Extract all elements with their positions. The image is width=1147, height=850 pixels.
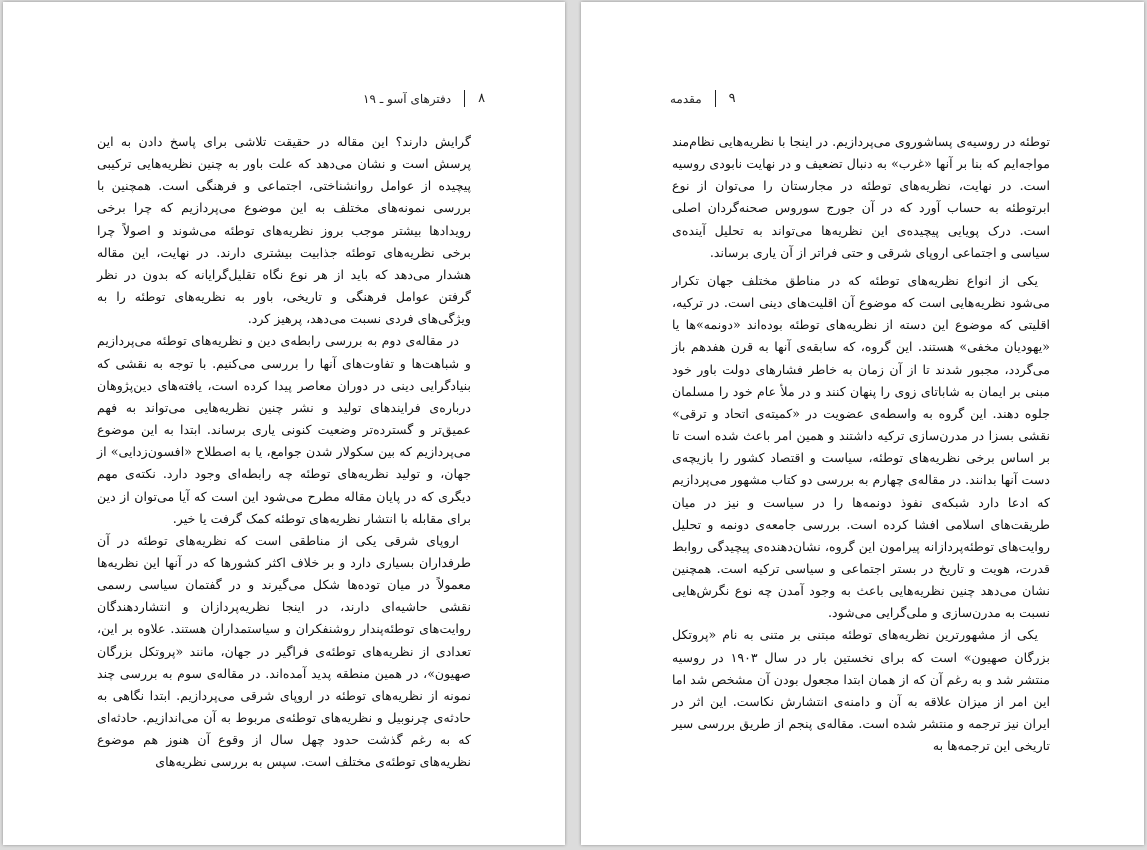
paragraph: توطئه در روسیه‌ی پساشوروی می‌پردازیم. در اینجا با نظریه‌هایی نظام‌مند مواجه‌ایم که بنا بر آنها «غرب» به دنبال تضعیف و در نهایت نابودی روسیه است. در نهایت، نظریه‌های توطئه در مجارستان را می‌توان از نوع ابرتوطئه به حساب آورد که در آن جورج سوروس صحنه‌گردان اصلی است. درک پویایی پیچیده‌ی این نظریه‌ها می‌تواند به تحلیل آینده‌ی سیاسی و اجتماعی اروپای شرقی و حتی فراتر از آن یاری برساند. [672, 134, 1051, 260]
paragraph: در مقاله‌ی دوم به بررسی رابطه‌ی دین و نظریه‌های توطئه می‌پردازیم و شباهت‌ها و تفاوت‌های آنها را بررسی می‌کنیم. با توجه به نقشی که بنیادگرایی دینی در دوران معاصر پیدا کرده است، یافته‌های دین‌پژوهان درباره‌ی فرایندهای تولید و نشر چنین نظریه‌هایی می‌تواند به فهم عمیق‌تر و گسترده‌تر وضعیت کنونی یاری برساند. ابتدا به این موضوع می‌پردازیم که بین سکولار شدن جوامع، یا به اصطلاح «افسون‌زدایی» از جهان، و تولید نظریه‌های توطئه چه رابطه‌ای وجود دارد. نکته‌ی مهم دیگری که در پایان مقاله مطرح می‌شود این است که آیا می‌توان از دین برای مقابله با انتشار نظریه‌های توطئه کمک گرفت یا خیر. [97, 333, 471, 526]
running-head: مقدمه [670, 91, 702, 106]
page-header [363, 90, 485, 107]
page-body [672, 131, 1050, 757]
header-divider [715, 90, 716, 107]
page-header [670, 90, 736, 107]
page-body [97, 131, 471, 774]
right-page [581, 2, 1144, 845]
paragraph: اروپای شرقی یکی از مناطقی است که نظریه‌های توطئه در آن طرفداران بسیاری دارد و بر خلاف اکثر کشورها که در آنها این نظریه‌ها معمولاً در میان توده‌ها شکل می‌گیرند و در گفتمان سیاسی رسمی نقشی حاشیه‌ای دارند، در اینجا نظریه‌پردازان و انتشاردهندگان روایت‌های توطئه‌پندار روشنفکران و سیاستمداران هستند. علاوه بر این، تعدادی از نظریه‌های توطئه‌ی فراگیر در جهان، مانند «پروتکل بزرگان صهیون»، در همین منطقه پدید آمده‌اند. در مقاله‌ی سوم به بررسی چند نمونه از نظریه‌های توطئه در اروپای شرقی می‌پردازیم. ابتدا نگاهی به حادثه‌ی چرنوبیل و نظریه‌های توطئه‌ی مربوط به آن می‌اندازیم. حادثه‌ای که به رغم گذشت حدود چهل سال از وقوع آن هنوز هم موضوع نظریه‌های توطئه‌ی مختلف است. سپس به بررسی نظریه‌های [97, 532, 471, 770]
page-number: ۹ [728, 91, 736, 106]
paragraph: گرایش دارند؟ این مقاله در حقیقت تلاشی برای پاسخ دادن به این پرسش است و نشان می‌دهد که علت باور به چنین نظریه‌هایی ترکیبی پیچیده از عوامل روانشناختی، اجتماعی و فرهنگی است. همچنین با بررسی نمونه‌های مختلف به این موضوع می‌پردازیم که چرا برخی رویدادها بیشتر موجب بروز نظریه‌های توطئه می‌شوند و اصولاً چرا برخی نظریه‌های توطئه جذابیت بیشتری دارند. در نهایت، این مقاله هشدار می‌دهد که باید از هر نوع نگاه تقلیل‌گرایانه که بدون در نظر گرفتن عوامل فرهنگی و تاریخی، باور به نظریه‌های توطئه را به ویژگی‌های فردی نسبت می‌دهد، پرهیز کرد. [97, 134, 471, 327]
left-page [3, 2, 565, 845]
paragraph: یکی از مشهورترین نظریه‌های توطئه مبتنی بر متنی به نام «پروتکل بزرگان صهیون» است که برای نخستین بار در سال ۱۹۰۳ در روسیه منتشر شد و به رغم آن که از همان ابتدا مجعول بودن آن مشخص شد اما این امر از میزان علاقه به آن و دامنه‌ی انتشارش نکاست. این اثر در ایران نیز ترجمه و منتشر شده است. مقاله‌ی پنجم از طریق بررسی سیر تاریخی این ترجمه‌ها به [672, 627, 1050, 754]
header-divider [464, 90, 465, 107]
page-number: ۸ [478, 91, 486, 106]
paragraph: یکی از انواع نظریه‌های توطئه که در مناطق مختلف جهان تکرار می‌شود نظریه‌هایی است که موضوع آن اقلیت‌های دینی است. در ترکیه، اقلیتی که موضوع این دسته از نظریه‌های توطئه بوده‌اند «دونمه»ها یا «یهودیان مخفی» هستند. این گروه، که سابقه‌ی آنها به قرن هفدهم باز می‌گردد، مجبور شدند تا از آن زمان به خاطر فشارهای دولت باور خود مبنی بر ایمان به شاباتای زوی را پنهان کنند و در ملأ عام خود را مسلمان جلوه دهند. این گروه به واسطه‌ی عضویت در «کمیته‌ی اتحاد و ترقی» نقشی بسزا در مدرن‌سازی ترکیه داشتند و همین امر باعث شده است تا بر اساس برخی نظریه‌های توطئه، سیاست و اقتصاد کشور را بازیچه‌ی دست آنها بدانند. در مقاله‌ی چهارم به بررسی دو کتاب مشهور می‌پردازیم که ادعا دارد شبکه‌ی نفوذ دونمه‌ها را در سیاست و نیز در میان طریقت‌های اسلامی افشا کرده است. بررسی جامعه‌ی دونمه و تحلیل روایت‌های توطئه‌پردازانه پیرامون این گروه، نشان‌دهنده‌ی پیچیدگی روابط قدرت، هویت و تاریخ در بستر اجتماعی و سیاسی ترکیه است. همچنین نشان می‌دهد چنین نظریه‌هایی باعث به وجود آمدن چه نوع نگرش‌هایی نسبت به مدرن‌سازی و ملی‌گرایی می‌شود. [672, 272, 1050, 621]
running-head: دفترهای آسو ـ ۱۹ [363, 91, 452, 106]
